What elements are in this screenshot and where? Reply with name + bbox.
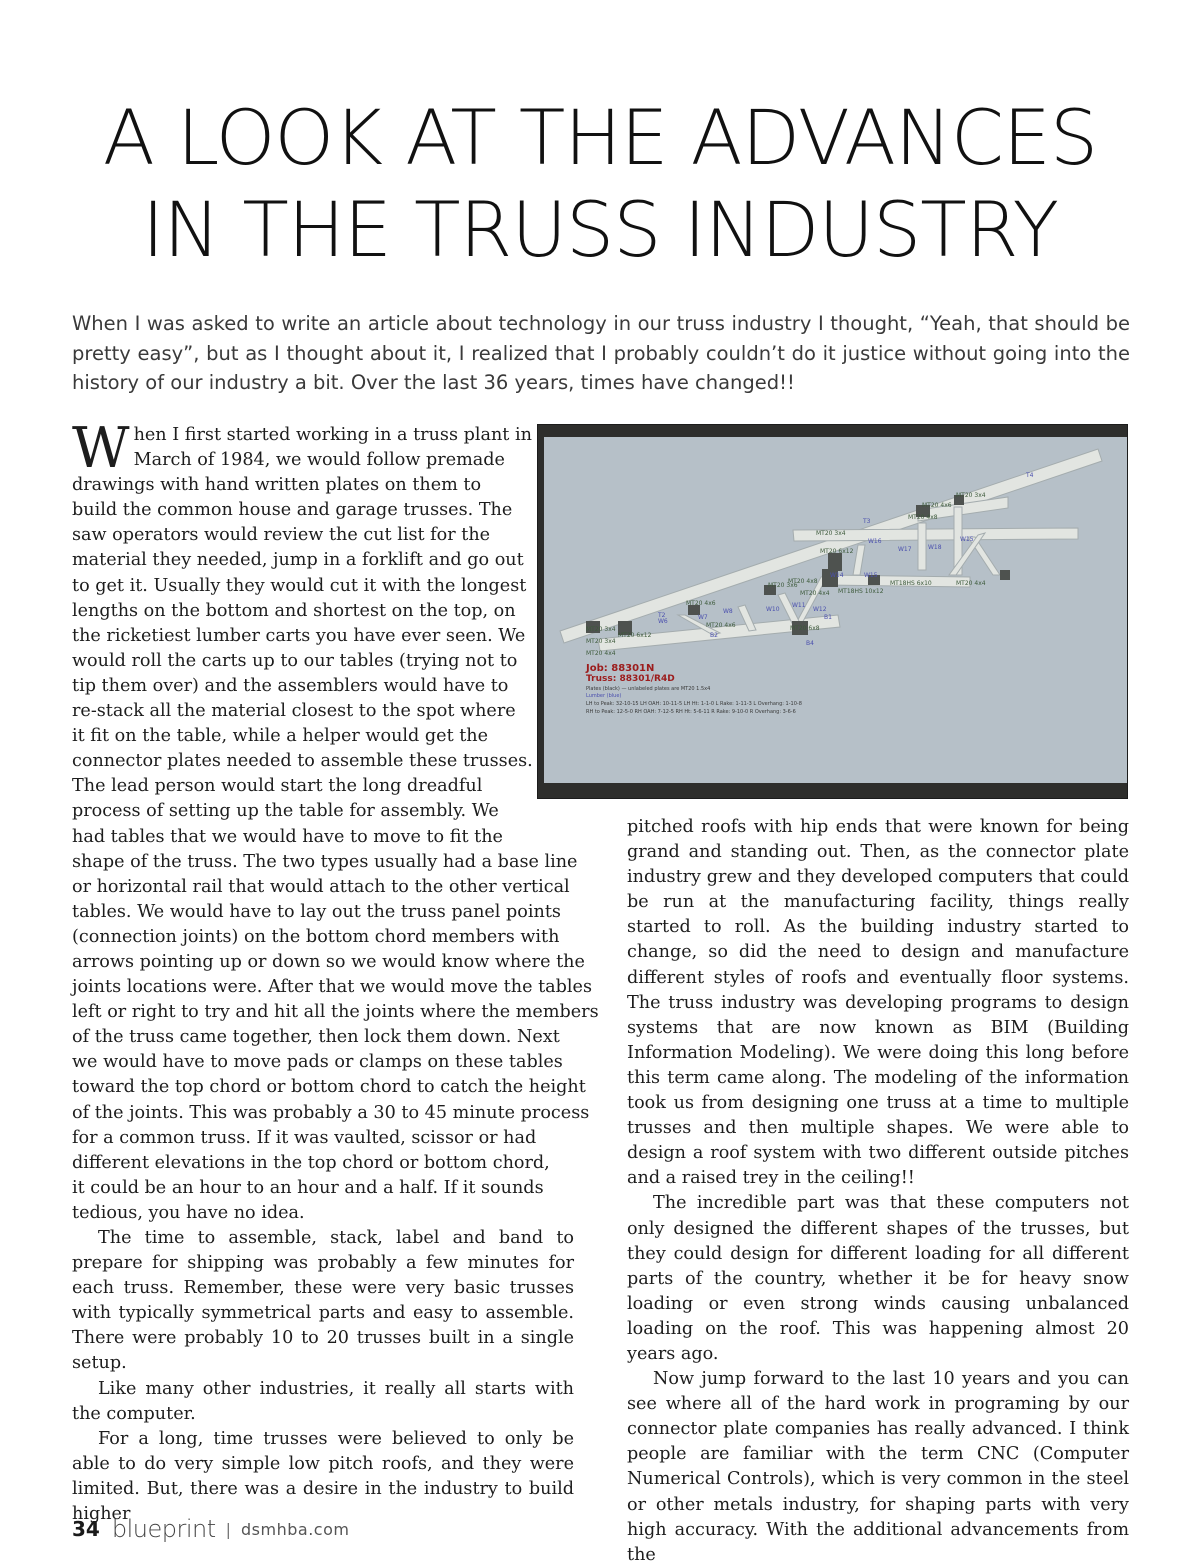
svg-text:B1: B1 [824,614,832,621]
paragraph-1-line: process of setting up the table for assembly. We [72,801,499,822]
paragraph-5: pitched roofs with hip ends that were known for being grand and standing out. Then, as the connector plate industry grew and they developed computers that could be run at the manufacturing facility, things really started to roll. As the building industry started to change, so did the need to design and manufacture different styles of roofs and eventually floor systems. The truss industry was developing programs to design systems that are now known as BIM (Building Information Modeling). We were doing this long before this term came along. The modeling of the information took us from designing one truss at a time to multiple trusses and then multiple shapes. We were able to design a roof system with two different outside pitches and a raised trey in the ceiling!! [627,817,1129,1189]
paragraph-1-line: the ricketiest lumber carts you have ever seen. We [72,625,526,646]
svg-text:MT20 3x4: MT20 3x4 [816,530,846,537]
paragraph-1-line: joints locations were. After that we would move the tables [72,977,592,998]
svg-text:MT20 4x4: MT20 4x4 [586,650,616,657]
truss-screen-illustration [538,425,1127,798]
truss-design-screen-photo [537,424,1128,799]
photo-job-label: Job: 88301N [586,663,655,674]
page-number: 34 [72,1517,100,1541]
svg-text:MT20 3x4: MT20 3x4 [956,492,986,499]
paragraph-1-line: tip them over) and the assemblers would have to [72,675,509,696]
svg-text:W15: W15 [960,536,974,543]
paragraph-1-line: drawings with hand written plates on them to [72,475,482,496]
paragraph-1-line: of the truss came together, then lock them down. Next [72,1027,560,1048]
paragraph-1-line: (connection joints) on the bottom chord members with [72,926,560,947]
magazine-logo: blueprint [111,1515,216,1543]
svg-text:MT20 6x12: MT20 6x12 [618,632,652,639]
svg-text:MT20 3x4: MT20 3x4 [586,626,616,633]
paragraph-1-lines [72,416,599,1226]
paragraph-3: Like many other industries, it really all starts with the computer. [72,1378,574,1424]
svg-text:W17: W17 [898,546,912,553]
paragraph-1-line: of the joints. This was probably a 30 to 45 minute process [72,1102,590,1123]
photo-rh-line: RH to Peak: 12-5-0 RH OAH: 7-12-5 RH Ht: 5-6-11 R Rake: 9-10-0 R Overhang: 3-6-6 [586,709,796,715]
paragraph-1-line: shape of the truss. The two types usually had a base line [72,851,578,872]
paragraph-1-line: would roll the carts up to our tables (trying not to [72,650,518,671]
paragraph-1-line: lengths on the bottom and shortest on the top, on [72,600,516,621]
drop-cap: W [72,416,130,481]
svg-text:MT20 3x4: MT20 3x4 [586,638,616,645]
column-left [72,416,599,1527]
website-url[interactable]: dsmhba.com [241,1519,350,1539]
svg-text:MT18HS 6x10: MT18HS 6x10 [890,580,932,587]
photo-lh-line: LH to Peak: 32-10-15 LH OAH: 10-11-5 LH Ht: 1-1-0 L Rake: 1-11-3 L Overhang: 1-10-8 [586,701,802,707]
paragraph-1-line: it fit on the table, while a helper would get the [72,726,489,747]
paragraph-1-line: for a common truss. If it was vaulted, scissor or had [72,1127,537,1148]
paragraph-1-line: different elevations in the top chord or bottom chord, [72,1152,550,1173]
photo-lumber-note: Lumber (blue) [586,693,622,699]
page-footer [72,1514,349,1544]
paragraph-1-line: toward the top chord or bottom chord to catch the height [72,1077,586,1098]
member-label-T4: T4 [1026,472,1034,479]
svg-text:MT20 4x8: MT20 4x8 [788,578,818,585]
svg-text:B2: B2 [710,632,718,639]
svg-text:W15: W15 [864,572,878,579]
svg-text:MT20 4x4: MT20 4x4 [956,580,986,587]
paragraph-1-line: tables. We would have to lay out the truss panel points [72,901,561,922]
intro-paragraph: When I was asked to write an article about technology in our truss industry I thought, “Yeah, that should be pretty easy”, but as I thought about it, I realized that I probably couldn’t do it justice without going into the history of our industry a bit. Over the last 36 years, times have changed!! [72,312,1130,394]
paragraph-1-line: saw operators would review the cut list for the [72,525,491,546]
paragraph-1-line: it could be an hour to an hour and a half. If it sounds [72,1177,544,1198]
paragraph-4: For a long, time trusses were believed to only be able to do very simple low pitch roofs, and they were limited. But, there was a desire in the industry to build higher [72,1428,574,1525]
paragraph-1-line: had tables that we would have to move to fit the [72,826,503,847]
paragraph-1-line: tedious, you have no idea. [72,1202,305,1223]
svg-text:MT20 6x8: MT20 6x8 [790,625,820,632]
paragraph-1-line: connector plates needed to assemble these trusses. [72,751,533,772]
svg-text:MT20 3x6: MT20 3x6 [768,582,798,589]
svg-text:B4: B4 [806,640,814,647]
paragraph-1-line: build the common house and garage trusses. The [72,500,513,521]
svg-text:W14: W14 [830,572,844,579]
column-right [627,815,1129,1568]
svg-text:MT20 4x8: MT20 4x8 [908,514,938,521]
svg-text:W10: W10 [766,606,780,613]
svg-text:MT18HS 10x12: MT18HS 10x12 [838,588,884,595]
paragraph-7: Now jump forward to the last 10 years and you can see where all of the hard work in programing by our connector plate companies has really advanced. I think people are familiar with the term CNC (Computer Numerical Controls), which is very common in the steel or other metals industry, for shaping parts with very high accuracy. With the additional advancements from the [627,1369,1129,1565]
paragraph-1 [72,416,599,1226]
svg-text:MT20 4x6: MT20 4x6 [686,600,716,607]
paragraph-1-line: arrows pointing up or down so we would know where the [72,951,585,972]
paragraph-1-line: or horizontal rail that would attach to the other vertical [72,876,570,897]
svg-text:MT20 4x6: MT20 4x6 [922,502,952,509]
svg-text:W7: W7 [698,614,708,621]
article-title [0,92,1200,276]
paragraph-1-line: March of 1984, we would follow premade [133,450,505,471]
svg-text:W18: W18 [928,544,942,551]
photo-truss-label: Truss: 88301/R4D [586,674,675,684]
svg-text:MT20 6x12: MT20 6x12 [820,548,854,555]
paragraph-2: The time to assemble, stack, label and band to prepare for shipping was probably a few minutes for each truss. Remember, these were very basic trusses with typically symmetrical parts and easy to assemble. There were probably 10 to 20 trusses built in a single setup. [72,1228,574,1374]
paragraph-1-line: to get it. Usually they would cut it with the longest [72,575,527,596]
paragraph-1-line: material they needed, jump in a forklift and go out [72,550,524,571]
photo-plates-note: Plates (black) — unlabeled plates are MT20 1.5x4 [586,686,711,692]
title-line-2: IN THE TRUSS INDUSTRY [141,185,1059,274]
paragraph-1-line: hen I first started working in a truss plant in [133,425,532,445]
svg-text:MT20 4x6: MT20 4x6 [706,622,736,629]
svg-text:T2: T2 [658,612,666,619]
svg-text:T3: T3 [863,518,871,525]
paragraph-1-line: re-stack all the material closest to the spot where [72,701,516,722]
svg-text:W12: W12 [813,606,827,613]
paragraph-1-line: left or right to try and hit all the joints where the members [72,1002,599,1023]
svg-text:W11: W11 [792,602,806,609]
paragraph-6: The incredible part was that these computers not only designed the different shapes of the trusses, but they could design for different loading for all different parts of the country, whether it be for heavy snow loading or even strong winds causing unbalanced loading on the roof. This was happening almost 20 years ago. [627,1193,1129,1364]
paragraph-1-line: The lead person would start the long dreadful [72,776,483,797]
title-line-1: A LOOK AT THE ADVANCES [102,93,1098,182]
footer-separator: | [225,1519,232,1539]
svg-text:MT20 4x4: MT20 4x4 [800,590,830,597]
svg-text:W6: W6 [658,618,668,625]
paragraph-1-line: we would have to move pads or clamps on these tables [72,1052,563,1073]
svg-text:W8: W8 [723,608,733,615]
svg-text:W16: W16 [868,538,882,545]
